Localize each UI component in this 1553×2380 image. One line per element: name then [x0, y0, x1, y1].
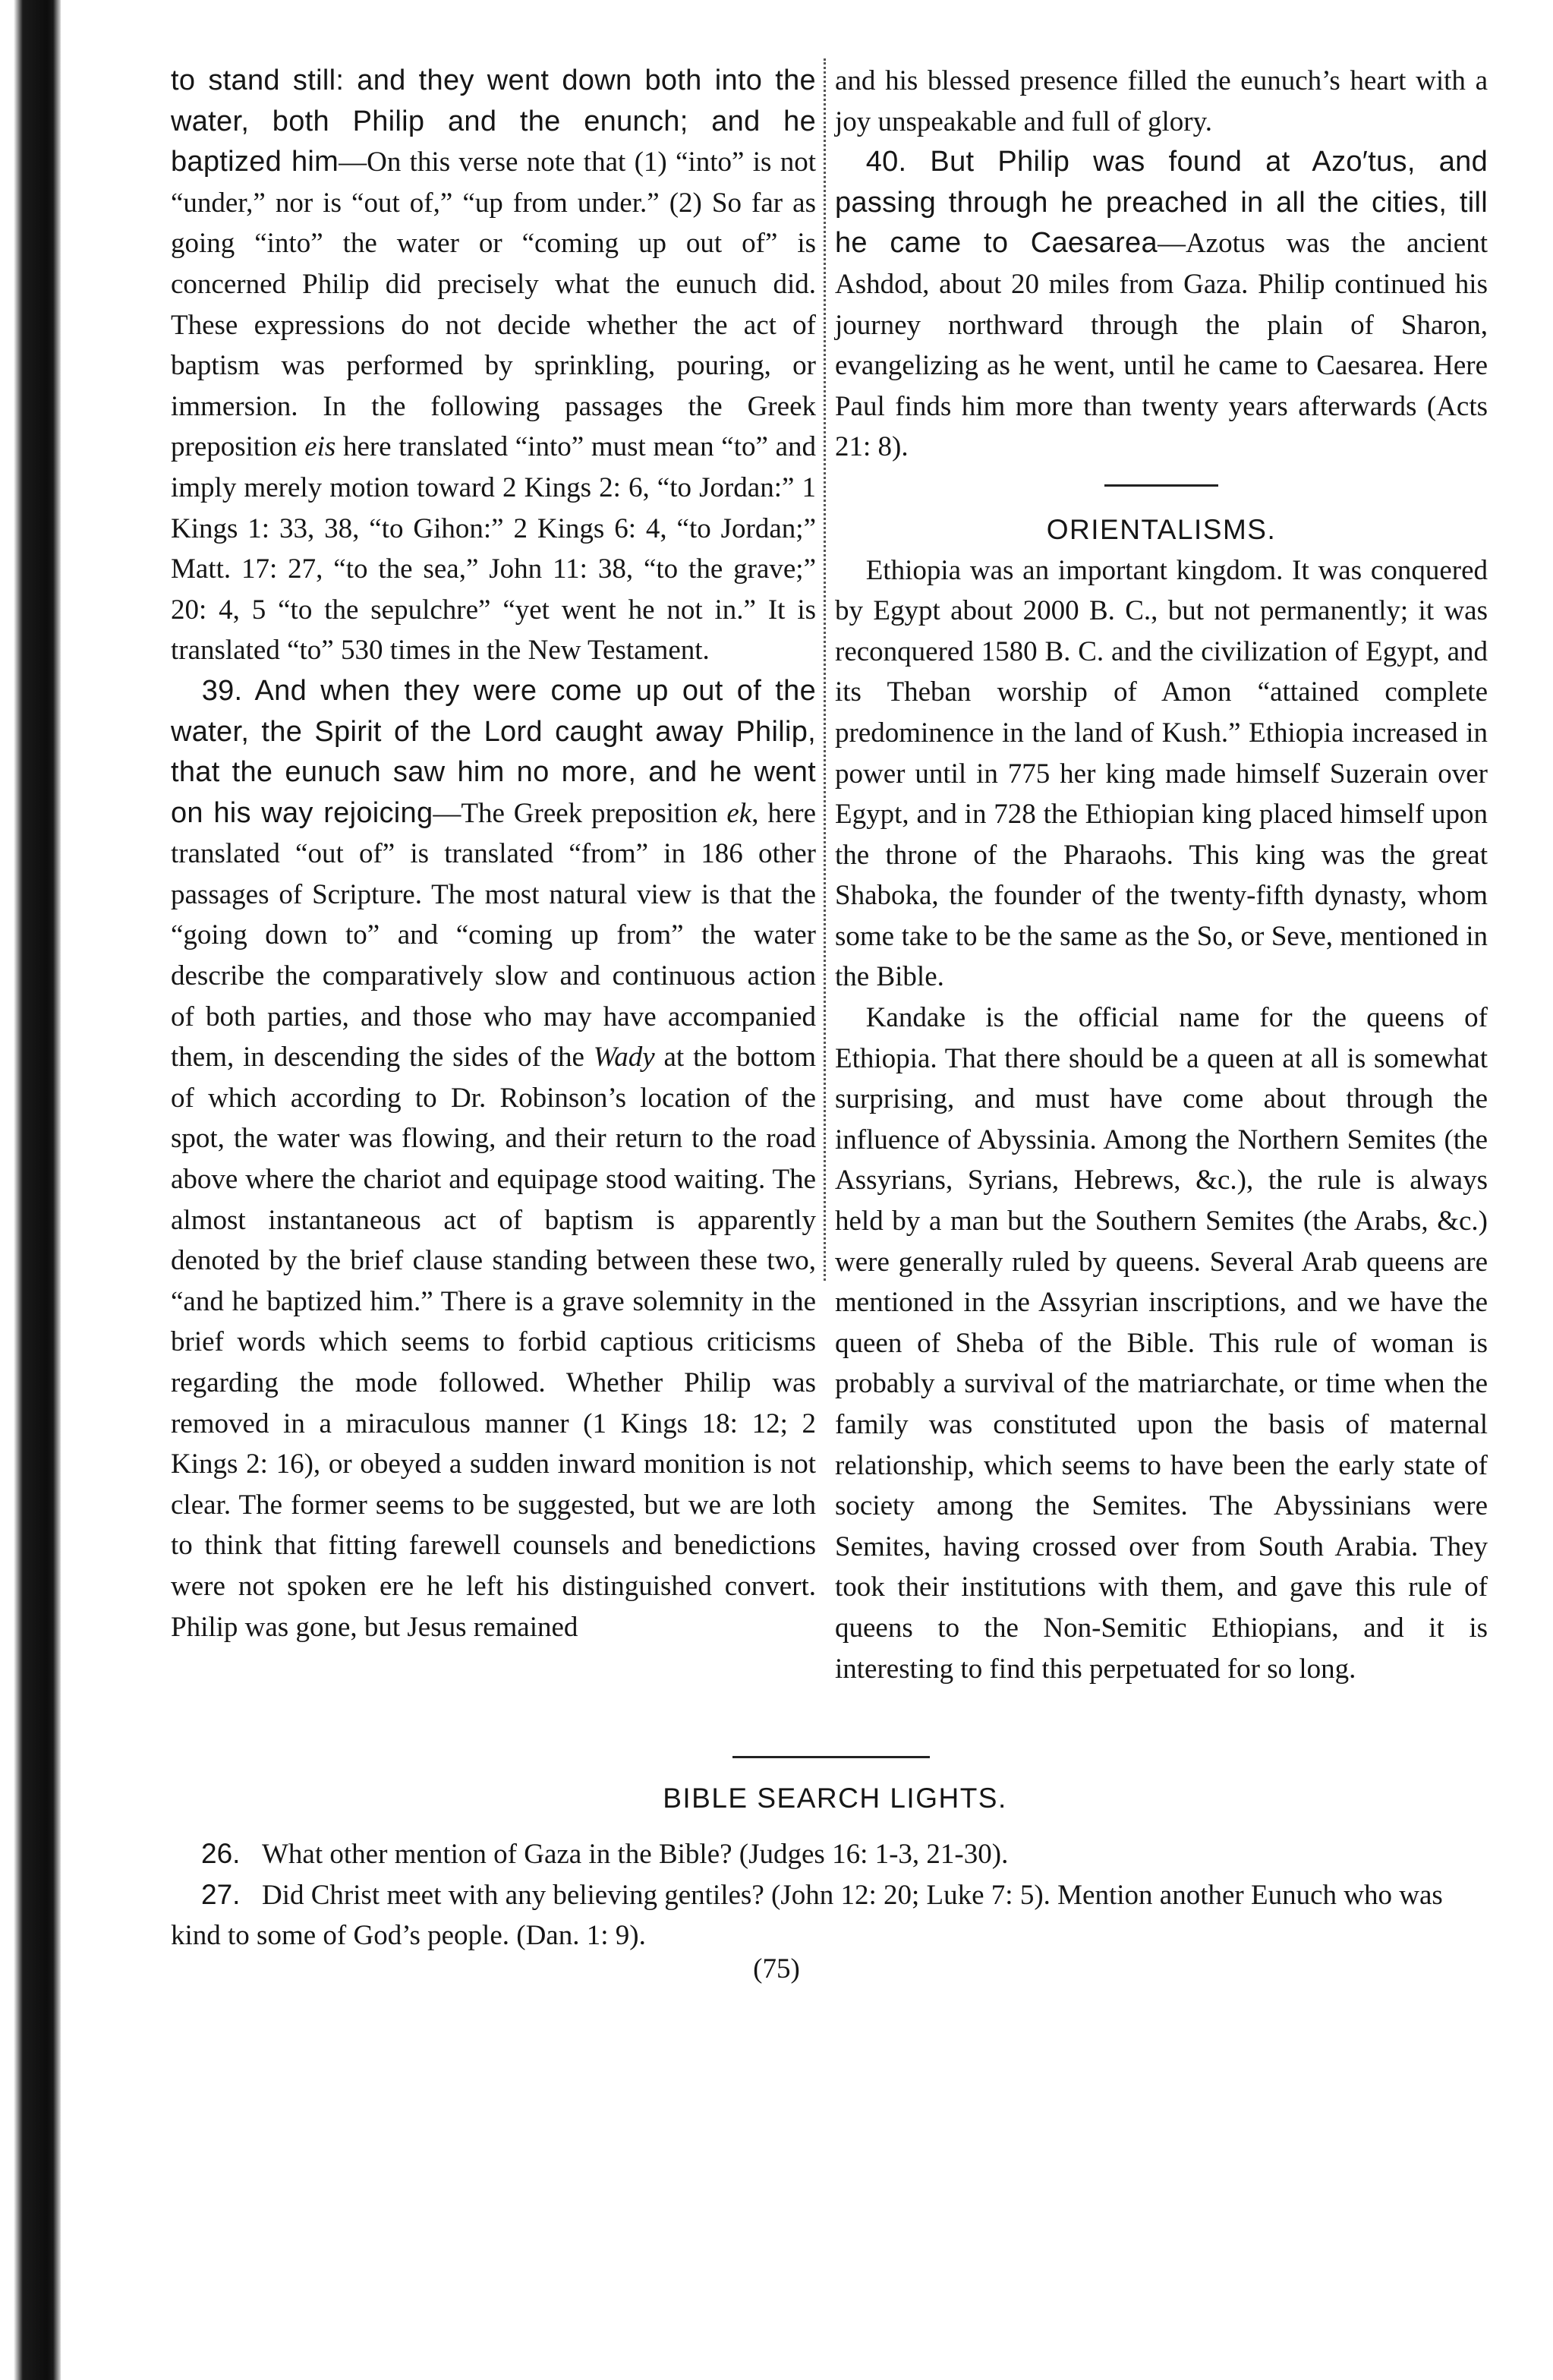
commentary-verse-40: 40. But Philip was found at Azo′tus, and passing through he preached in all the cities, till he came to Caesarea—Azotus was the ancient Ashdod, about 20 miles from Gaza. Philip continued his journey northward through the plain of Sharon, evangelizing as he went, until he came to Caesarea. Here Paul finds him more than twenty years afterwards (Acts 21: 8).: [835, 146, 1488, 463]
right-column: [835, 61, 1488, 1689]
column-divider: [824, 58, 826, 1281]
search-lights-rule: [732, 1756, 930, 1758]
page-binding-edge: [0, 0, 61, 2380]
left-column: [171, 61, 816, 1647]
bible-search-lights-heading: BIBLE SEARCH LIGHTS.: [663, 1783, 1007, 1814]
page-number: (75): [753, 1953, 800, 1984]
question-26: 26. What other mention of Gaza in the Bible? (Judges 16: 1-3, 21-30).: [201, 1838, 1009, 1870]
orientalisms-ethiopia-paragraph: Ethiopia was an important kingdom. It was conquered by Egypt about 2000 B. C., but not permanently; it was reconquered 1580 B. C. and the civilization of Egypt, and its Theban worship of Amon “attained complete predominence in the land of Kush.” Ethiopia increased in power until in 775 her king made himself Suzerain over Egypt, and in 728 the Ethiopian king placed himself upon the throne of the Pharaohs. This king was the great Shaboka, the founder of the twenty-fifth dynasty, whom some take to be the same as the So, or Seve, mentioned in the Bible.: [835, 554, 1488, 993]
bible-search-lights: [171, 1833, 1488, 1956]
section-rule: [1104, 484, 1218, 487]
commentary-verse-38: to stand still: and they went down both into the water, both Philip and the enunch; and he baptized him—On this verse note that (1) “into” is not “under,” nor is “out of,” “up from under.” (2) So far as going “into” the water or “coming up out of” is concerned Philip did precisely what the eunuch did. These expressions do not decide whether the act of baptism was performed by sprinkling, pouring, or immersion. In the following passages the Greek preposition eis here translated “into” must mean “to” and imply merely motion toward 2 Kings 2: 6, “to Jordan:” 1 Kings 1: 33, 38, “to Gihon:” 2 Kings 6: 4, “to Jordan;” Matt. 17: 27, “to the sea,” John 11: 38, “to the grave;” 20: 4, 5 “to the sepulchre” “yet went he not in.” It is translated “to” 530 times in the New Testament.: [171, 65, 817, 667]
orientalisms-kandake-paragraph: Kandake is the official name for the queens of Ethiopia. That there should be a queen at all is somewhat surprising, and must have come about through the influence of Abyssinia. Among the Northern Semites (the Assyrians, Syrians, Hebrews, &c.), the rule is always held by a man but the Southern Semites (the Arabs, &c.) were generally ruled by queens. Several Arab queens are mentioned in the Assyrian inscriptions, and we have the queen of Sheba of the Bible. This rule of woman is probably a survival of the matriarchate, or time when the family was constituted upon the basis of maternal relationship, which seems to have been the early state of society among the Semites. The Abyssinians were Semites, having crossed over from South Arabia. They took their institutions with them, and gave this rule of queens to the Non-Semitic Ethiopians, and it is interesting to find this perpetuated for so long.: [835, 1002, 1488, 1685]
commentary-continuation: and his blessed presence filled the eunuch’s heart with a joy unspeakable and full of glory.: [835, 65, 1488, 137]
question-27: 27. Did Christ meet with any believing gentiles? (John 12: 20; Luke 7: 5). Mention another Eunuch who was kind to some of God’s people. (Dan. 1: 9).: [171, 1879, 1443, 1951]
orientalisms-heading: ORIENTALISMS.: [1046, 513, 1277, 545]
commentary-verse-39: 39. And when they were come up out of the water, the Spirit of the Lord caught away Philip, that the eunuch saw him no more, and he went on his way rejoicing—The Greek preposition ek, here translated “out of” is translated “from” in 186 other passages of Scripture. The most natural view is that the “going down to” and “coming up from” the water describe the comparatively slow and continuous action of both parties, and those who may have accompanied them, in descending the sides of the Wady at the bottom of which according to Dr. Robinson’s location of the spot, the water was flowing, and their return to the road above where the chariot and equipage stood waiting. The almost instantaneous act of baptism is apparently denoted by the brief clause standing between these two, “and he baptized him.” There is a grave solemnity in the brief words which seems to forbid captious criticisms regarding the mode followed. Whether Philip was removed in a miraculous manner (1 Kings 18: 12; 2 Kings 2: 16), or obeyed a sudden inward monition is not clear. The former seems to be suggested, but we are loth to think that fitting farewell counsels and benedictions were not spoken ere he left his distinguished convert. Philip was gone, but Jesus remained: [171, 674, 817, 1643]
